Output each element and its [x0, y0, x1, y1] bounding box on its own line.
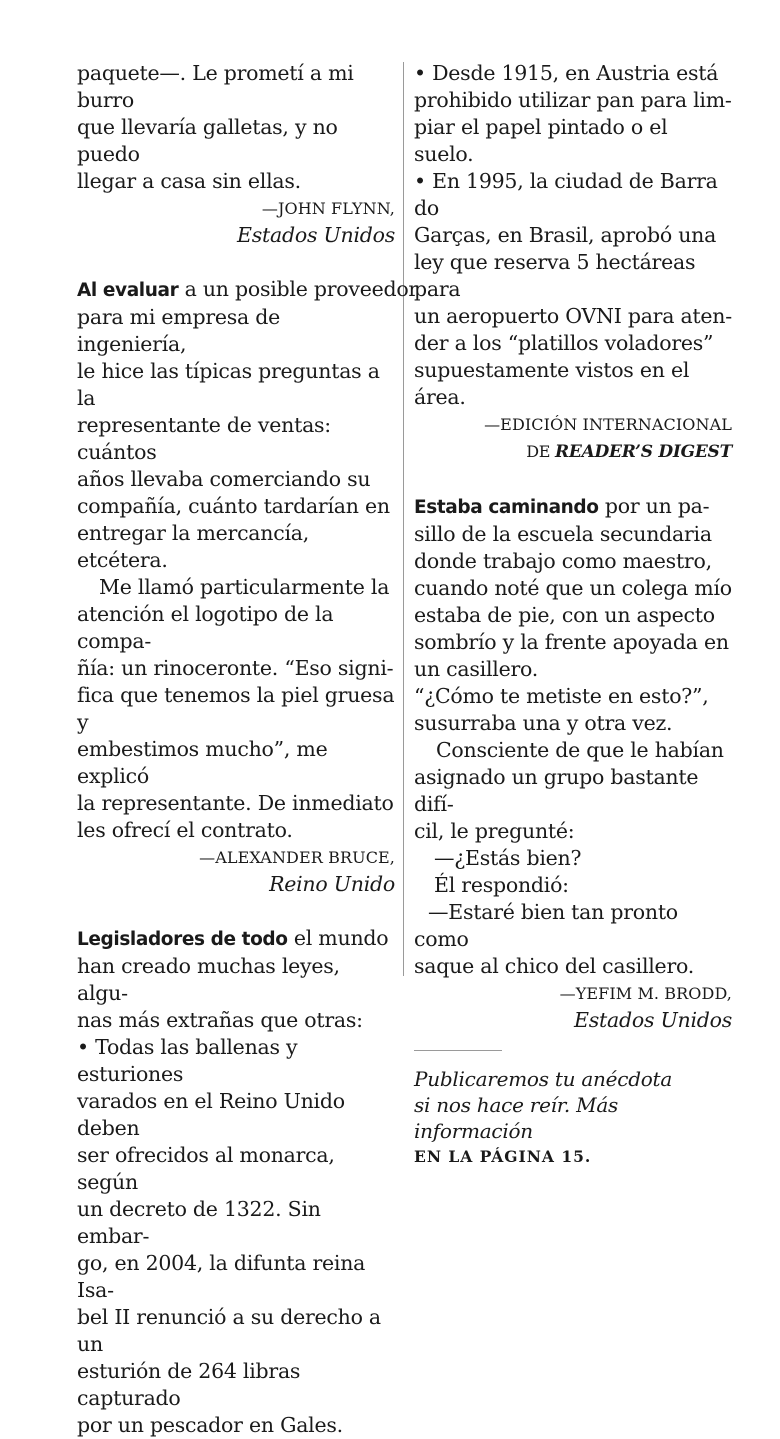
story-line: Me llamó particularmente la [99, 575, 390, 599]
story-line: un aeropuerto OVNI para aten- [414, 304, 732, 328]
author-name: —EDICIÓN INTERNACIONAL [484, 415, 732, 434]
story-line: fica que tenemos la piel gruesa y [77, 683, 395, 734]
dialogue-line: —Estaré bien tan pronto como [414, 900, 678, 951]
author-place: Estados Unidos [237, 223, 395, 247]
dialogue-line: —¿Estás bien? [434, 846, 582, 870]
story-line: ser ofrecidos al monarca, según [77, 1143, 335, 1194]
story-line: ñía: un rinoceronte. “Eso signi- [77, 656, 394, 680]
story-flynn [77, 60, 395, 249]
story-line: cuando noté que un colega mío [414, 576, 732, 600]
story-lead-in: Al evaluar [77, 280, 179, 301]
right-column [414, 60, 732, 1170]
story-line: prohibido utilizar pan para lim- [414, 88, 732, 112]
story-line: atención el logotipo de la compa- [77, 602, 334, 653]
story-gap [77, 249, 395, 276]
story-line: compañía, cuánto tardarían en [77, 494, 390, 518]
story-first-line [414, 493, 732, 521]
story-line: representante de ventas: cuántos [77, 413, 331, 464]
story-line: paquete—. Le prometí a mi burro [77, 61, 354, 112]
story-line: para mi empresa de ingeniería, [77, 305, 281, 356]
left-column [77, 60, 418, 1439]
story-line: donde trabajo como maestro, [414, 549, 712, 573]
story-first-line [77, 925, 395, 953]
footer-line: Publicaremos tu anécdota [414, 1067, 673, 1091]
story-line: • En 1995, la ciudad de Barra do [414, 169, 718, 220]
author-de: DE [526, 442, 556, 461]
story-line: han creado muchas leyes, algu- [77, 954, 340, 1005]
story-line: sombrío y la frente apoyada en [414, 630, 729, 654]
column-divider [403, 62, 404, 976]
story-line: der a los “platillos voladores” [414, 331, 714, 355]
story-line: saque al chico del casillero. [414, 954, 694, 978]
story-line: “¿Cómo te metiste en esto?”, [414, 684, 709, 708]
story-line: Garças, en Brasil, aprobó una [414, 223, 717, 247]
story-bruce [77, 276, 418, 898]
story-line: a un posible proveedor [178, 277, 418, 301]
story-line: les ofrecí el contrato. [77, 818, 293, 842]
story-line: la representante. De inmediato [77, 791, 394, 815]
author-place: Estados Unidos [574, 1008, 732, 1032]
story-line: esturión de 264 libras capturado [77, 1359, 301, 1410]
story-lead-in: Estaba caminando [414, 497, 599, 518]
story-gap [77, 898, 395, 925]
author-name: —JOHN FLYNN, [261, 199, 395, 218]
story-line: el mundo [287, 926, 389, 950]
story-line: supuestamente vistos en el área. [414, 358, 690, 409]
story-line: le hice las típicas preguntas a la [77, 359, 380, 410]
story-line: años llevaba comerciando su [77, 467, 371, 491]
author-publication-line [414, 438, 732, 466]
story-line: piar el papel pintado o el suelo. [414, 115, 668, 166]
story-line: ley que reserva 5 hectáreas para [414, 250, 696, 301]
story-line: go, en 2004, la difunta reina Isa- [77, 1251, 366, 1302]
story-gap [414, 466, 732, 493]
story-line: cil, le pregunté: [414, 819, 575, 843]
story-line: varados en el Reino Unido deben [77, 1089, 345, 1140]
story-line: embestimos mucho”, me explicó [77, 737, 328, 788]
story-leyes-continued [414, 60, 732, 466]
story-line: susurraba una y otra vez. [414, 711, 673, 735]
footer-page-reference: EN LA PÁGINA 15. [414, 1147, 592, 1166]
author-place: Reino Unido [269, 872, 395, 896]
story-line: • Todas las ballenas y esturiones [77, 1035, 298, 1086]
story-line: sillo de la escuela secundaria [414, 522, 712, 546]
story-line: llegar a casa sin ellas. [77, 169, 301, 193]
story-line: estaba de pie, con un aspecto [414, 603, 715, 627]
story-line: asignado un grupo bastante difí- [414, 765, 699, 816]
story-line: nas más extrañas que otras: [77, 1008, 363, 1032]
story-leyes [77, 925, 395, 1439]
story-line: • Desde 1915, en Austria está [414, 61, 719, 85]
author-name: —ALEXANDER BRUCE, [199, 848, 395, 867]
story-line: entregar la mercancía, etcétera. [77, 521, 310, 572]
story-line: un decreto de 1322. Sin embar- [77, 1197, 321, 1248]
story-line: bel II renunció a su derecho a un [77, 1305, 381, 1356]
story-lead-in: Legisladores de todo [77, 929, 288, 950]
author-name: —YEFIM M. BRODD, [559, 984, 732, 1003]
footer-line: si nos hace reír. Más información [414, 1093, 619, 1143]
story-first-line [77, 276, 418, 304]
footer-divider [414, 1050, 502, 1051]
footer-note [414, 1066, 732, 1170]
publication-name: READER’S DIGEST [555, 442, 732, 462]
story-line: Consciente de que le habían [436, 738, 724, 762]
dialogue-line: Él respondió: [434, 873, 569, 897]
story-line: por un pescador en Gales. [77, 1413, 343, 1437]
story-line: un casillero. [414, 657, 538, 681]
story-brodd [414, 493, 732, 1034]
story-line: por un pa- [598, 494, 710, 518]
story-line: que llevaría galletas, y no puedo [77, 115, 338, 166]
